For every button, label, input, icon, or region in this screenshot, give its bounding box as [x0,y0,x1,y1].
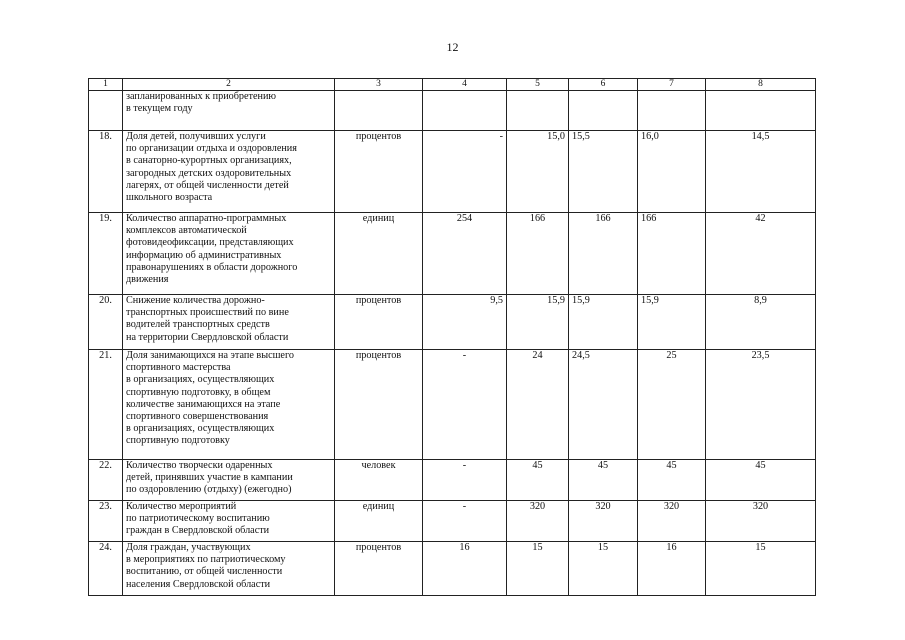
value-col-5: 15 [507,542,569,596]
indicator-name: Количество аппаратно-программных комплексов автоматической фотовидеофиксации, представляющих информацию об административных правонарушениях в области дорожного движения [123,213,335,295]
value-col-7: 25 [638,350,706,460]
value-col-6: 15 [569,542,638,596]
row-number: 21. [89,350,123,460]
table-row [89,131,816,213]
value-col-4: - [423,501,507,542]
value-col-7: 166 [638,213,706,295]
value-col-6: 45 [569,460,638,501]
row-number [89,91,123,131]
value-col-8: 14,5 [706,131,816,213]
value-col-6: 15,5 [569,131,638,213]
indicator-name: запланированных к приобретению в текущем году [123,91,335,131]
value-col-7: 16 [638,542,706,596]
value-col-8: 320 [706,501,816,542]
value-col-8: 45 [706,460,816,501]
column-number-7: 7 [638,79,706,91]
value-col-6: 15,9 [569,295,638,350]
row-number: 20. [89,295,123,350]
unit-of-measure: процентов [335,131,423,213]
row-number: 23. [89,501,123,542]
column-number-1: 1 [89,79,123,91]
unit-of-measure: единиц [335,213,423,295]
indicator-name: Количество творчески одаренных детей, принявших участие в кампании по оздоровлению (отдыху) (ежегодно) [123,460,335,501]
value-col-4: 16 [423,542,507,596]
column-number-8: 8 [706,79,816,91]
unit-of-measure: процентов [335,542,423,596]
table-row [89,501,816,542]
value-col-6: 24,5 [569,350,638,460]
column-number-6: 6 [569,79,638,91]
column-number-2: 2 [123,79,335,91]
value-col-4: - [423,350,507,460]
value-col-5: 166 [507,213,569,295]
indicators-table [88,78,816,596]
row-number: 22. [89,460,123,501]
table-row [89,295,816,350]
value-col-8: 8,9 [706,295,816,350]
indicator-name: Снижение количества дорожно- транспортных происшествий по вине водителей транспортных средств на территории Свердловской области [123,295,335,350]
row-number: 18. [89,131,123,213]
table-row [89,213,816,295]
table-row [89,91,816,131]
row-number: 19. [89,213,123,295]
column-number-5: 5 [507,79,569,91]
value-col-5: 320 [507,501,569,542]
value-col-5: 15,9 [507,295,569,350]
value-col-6 [569,91,638,131]
value-col-8: 42 [706,213,816,295]
value-col-8: 23,5 [706,350,816,460]
value-col-7: 16,0 [638,131,706,213]
page-number: 12 [446,40,459,54]
value-col-8 [706,91,816,131]
value-col-4: - [423,460,507,501]
value-col-7: 45 [638,460,706,501]
indicator-name: Доля занимающихся на этапе высшего спортивного мастерства в организациях, осуществляющих спортивную подготовку, в общем количестве занимающихся на этапе спортивного совершенствования в организациях, осуществляющих спортивную подготовку [123,350,335,460]
column-number-row [89,79,816,91]
table-row [89,542,816,596]
unit-of-measure: процентов [335,295,423,350]
value-col-4: - [423,131,507,213]
value-col-5: 45 [507,460,569,501]
value-col-4: 9,5 [423,295,507,350]
column-number-4: 4 [423,79,507,91]
value-col-8: 15 [706,542,816,596]
value-col-6: 320 [569,501,638,542]
value-col-5: 15,0 [507,131,569,213]
value-col-7: 320 [638,501,706,542]
column-number-3: 3 [335,79,423,91]
row-number: 24. [89,542,123,596]
value-col-5: 24 [507,350,569,460]
indicator-name: Доля детей, получивших услуги по организации отдыха и оздоровления в санаторно-курортных организациях, загородных детских оздоровительных лагерях, от общей численности детей школьного возраста [123,131,335,213]
value-col-4 [423,91,507,131]
unit-of-measure: человек [335,460,423,501]
value-col-6: 166 [569,213,638,295]
value-col-4: 254 [423,213,507,295]
unit-of-measure: единиц [335,501,423,542]
value-col-7: 15,9 [638,295,706,350]
value-col-5 [507,91,569,131]
indicator-name: Количество мероприятий по патриотическому воспитанию граждан в Свердловской области [123,501,335,542]
unit-of-measure [335,91,423,131]
indicator-name: Доля граждан, участвующих в мероприятиях по патриотическому воспитанию, от общей численности населения Свердловской области [123,542,335,596]
table-row [89,350,816,460]
value-col-7 [638,91,706,131]
unit-of-measure: процентов [335,350,423,460]
table-row [89,460,816,501]
